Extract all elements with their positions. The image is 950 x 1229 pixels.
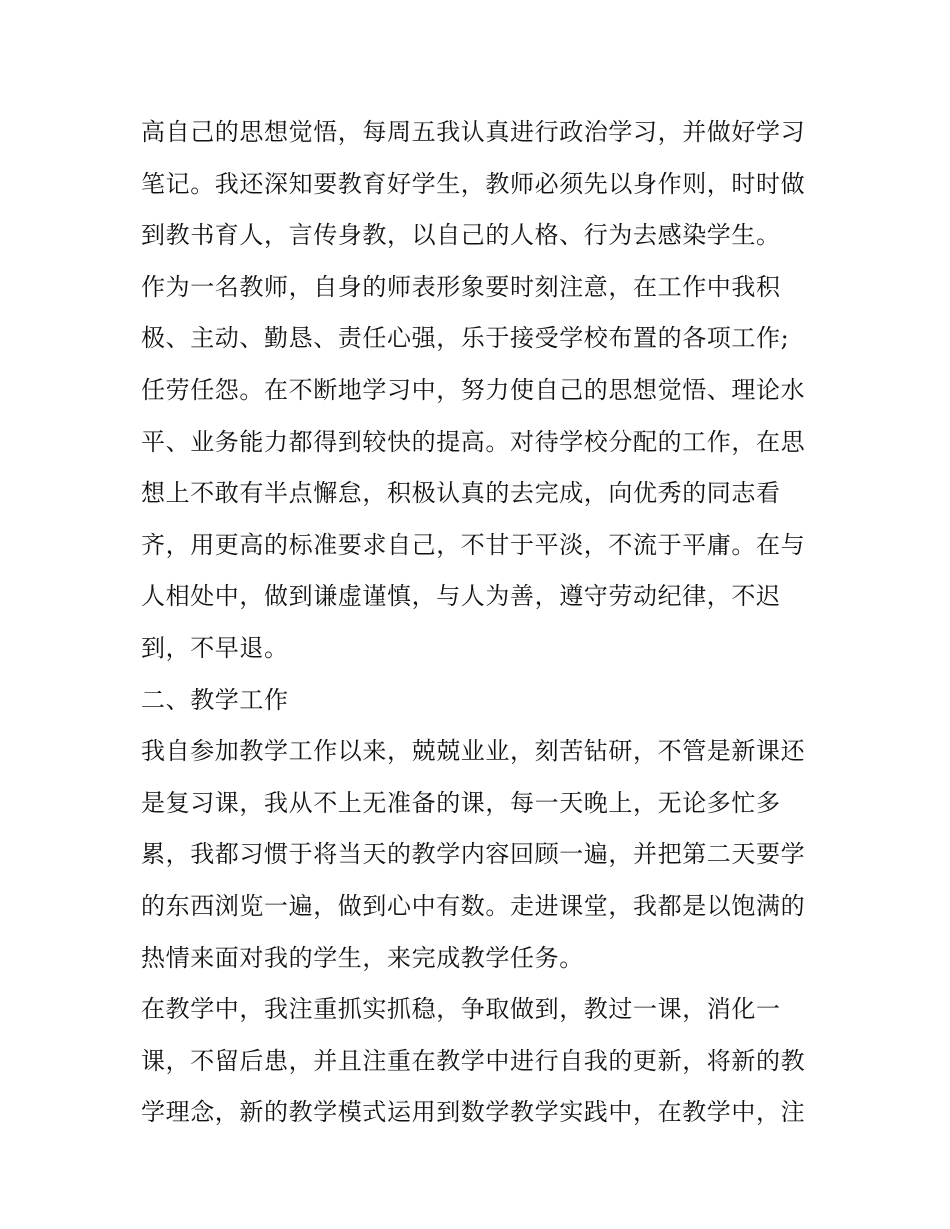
text-line: 是复习课，我从不上无准备的课，每一天晚上，无论多忙多 (141, 788, 781, 817)
text-line: 累，我都习惯于将当天的教学内容回顾一遍，并把第二天要学 (141, 840, 806, 869)
text-line: 高自己的思想觉悟，每周五我认真进行政治学习，并做好学习 (141, 118, 806, 146)
text-line: 平、业务能力都得到较快的提高。对待学校分配的工作，在思 (141, 427, 806, 456)
text-line: 任劳任怨。在不断地学习中，努力使自己的思想觉悟、理论水 (141, 375, 806, 404)
text-line: 作为一名教师，自身的师表形象要时刻注意，在工作中我积 (141, 272, 781, 301)
text-line: 极、主动、勤恳、责任心强，乐于接受学校布置的各项工作; (141, 324, 790, 353)
text-line: 学理念，新的教学模式运用到数学教学实践中，在教学中，注 (141, 1098, 806, 1127)
text-line: 笔记。我还深知要教育好学生，教师必须先以身作则，时时做 (141, 169, 806, 198)
text-line: 人相处中，做到谦虚谨慎，与人为善，遵守劳动纪律，不迟 (141, 582, 781, 611)
text-line: 到，不早退。 (141, 633, 289, 662)
text-line: 在教学中，我注重抓实抓稳，争取做到，教过一课，消化一 (141, 995, 781, 1024)
text-line: 到教书育人，言传身教，以自己的人格、行为去感染学生。 (141, 221, 781, 250)
text-line: 热情来面对我的学生，来完成教学任务。 (141, 943, 584, 972)
section-heading: 二、教学工作 (141, 685, 289, 714)
document-body (141, 107, 831, 1139)
text-line: 齐，用更高的标准要求自己，不甘于平淡，不流于平庸。在与 (141, 530, 806, 559)
text-line: 课，不留后患，并且注重在教学中进行自我的更新，将新的教 (141, 1046, 806, 1075)
text-line: 想上不敢有半点懈怠，积极认真的去完成，向优秀的同志看 (141, 479, 781, 508)
text-line: 我自参加教学工作以来，兢兢业业，刻苦钻研，不管是新课还 (141, 737, 806, 766)
text-line: 的东西浏览一遍，做到心中有数。走进课堂，我都是以饱满的 (141, 891, 806, 920)
